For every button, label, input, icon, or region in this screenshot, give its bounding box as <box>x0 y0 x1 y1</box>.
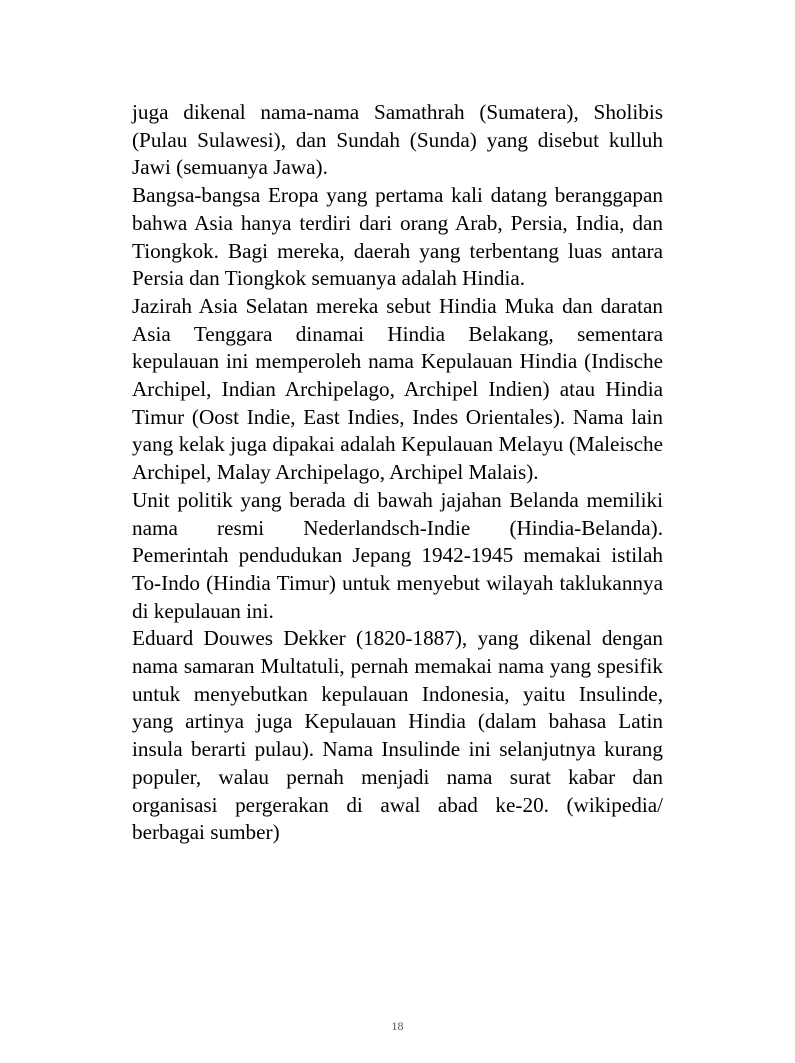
paragraph: Eduard Douwes Dekker (1820-1887), yang dikenal dengan nama samaran Multatuli, pernah memakai nama yang spesifik untuk menyebutkan kepulauan Indonesia, yaitu Insulinde, yang artinya juga Kepulauan Hindia (dalam bahasa Latin insula berarti pulau). Nama Insulinde ini selanjutnya kurang populer, walau pernah menjadi nama surat kabar dan organisasi pergerakan di awal abad ke-20. (wikipedia/ berbagai sumber) <box>132 626 663 845</box>
paragraph: Jazirah Asia Selatan mereka sebut Hindia Muka dan daratan Asia Tenggara dinamai Hindia Belakang, sementara kepulauan ini memperoleh nama Kepulauan Hindia (Indische Archipel, Indian Archipelago, Archipel Indien) atau Hindia Timur (Oost Indie, East Indies, Indes Orientales). Nama lain yang kelak juga dipakai adalah Kepulauan Melayu (Maleische Archipel, Malay Archipelago, Archipel Malais). <box>132 293 663 485</box>
page-number: 18 <box>391 1019 404 1033</box>
document-body <box>132 99 663 847</box>
paragraph: Bangsa-bangsa Eropa yang pertama kali datang beranggapan bahwa Asia hanya terdiri dari orang Arab, Persia, India, dan Tiongkok. Bagi mereka, daerah yang terbentang luas antara Persia dan Tiongkok semuanya adalah Hindia. <box>132 183 663 291</box>
paragraph: juga dikenal nama-nama Samathrah (Sumatera), Sholibis (Pulau Sulawesi), dan Sundah (Sunda) yang disebut kulluh Jawi (semuanya Jawa). <box>132 100 663 180</box>
paragraph: Unit politik yang berada di bawah jajahan Belanda memiliki nama resmi Nederlandsch-Indie (Hindia-Belanda). Pemerintah pendudukan Jepang 1942-1945 memakai istilah To-Indo (Hindia Timur) untuk menyebut wilayah taklukannya di kepulauan ini. <box>132 487 663 623</box>
